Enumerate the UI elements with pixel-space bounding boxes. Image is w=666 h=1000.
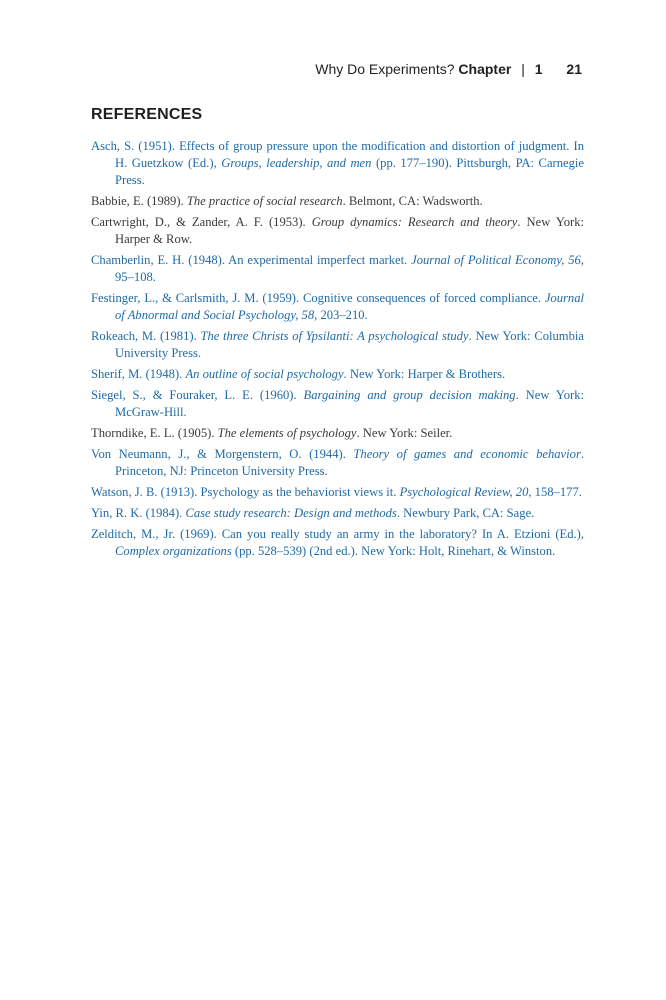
reference-title: An outline of social psychology [185, 367, 344, 381]
reference-title: Case study research: Design and methods [185, 506, 397, 520]
reference-list [91, 138, 584, 564]
reference-text: (pp. 177–190). Pittsburgh, PA: Carnegie Press. [115, 156, 584, 187]
reference-text: Thorndike, E. L. (1905). [91, 426, 218, 440]
reference-text: Babbie, E. (1989). [91, 194, 187, 208]
reference-title: Groups, leadership, and men [221, 156, 372, 170]
reference-title: Psychological Review, 20 [399, 485, 529, 499]
reference-title: Bargaining and group decision making [303, 388, 516, 402]
reference-text: Yin, R. K. (1984). [91, 506, 186, 520]
reference-text: Chamberlin, E. H. (1948). An experimental imperfect market. [91, 253, 412, 267]
reference-title: Journal of Abnormal and Social Psychology, 58 [115, 291, 584, 322]
reference-text: . New York: Harper & Brothers. [343, 367, 506, 381]
reference-text: . New York: McGraw-Hill. [115, 388, 584, 419]
reference-item [91, 193, 584, 210]
reference-text: . New York: Seiler. [356, 426, 453, 440]
references-heading: REFERENCES [91, 106, 203, 123]
reference-text: Asch, S. (1951). Effects of group pressure upon the modification and distortion of judgment. In H. Guetzkow (Ed.), [91, 139, 584, 170]
reference-title: Theory of games and economic behavior [353, 447, 581, 461]
reference-text: . Belmont, CA: Wadsworth. [342, 194, 483, 208]
reference-text: , 95–108. [115, 253, 584, 284]
reference-item[interactable] [91, 290, 584, 324]
reference-text: Von Neumann, J., & Morgenstern, O. (1944). [91, 447, 354, 461]
reference-item [91, 214, 584, 248]
reference-title: Complex organizations [115, 544, 232, 558]
reference-text: Watson, J. B. (1913). Psychology as the behaviorist views it. [91, 485, 400, 499]
running-title: Why Do Experiments? [315, 61, 455, 77]
reference-title: The elements of psychology [217, 426, 357, 440]
chapter-number: 1 [534, 61, 543, 77]
running-header [315, 61, 582, 77]
reference-text: Festinger, L., & Carlsmith, J. M. (1959). Cognitive consequences of forced compliance. [91, 291, 545, 305]
reference-text: Zelditch, M., Jr. (1969). Can you really study an army in the laboratory? In A. Etzioni (Ed.), [91, 527, 584, 541]
header-separator: | [521, 61, 525, 77]
reference-text: Sherif, M. (1948). [91, 367, 186, 381]
reference-text: , 203–210. [314, 308, 368, 322]
reference-item[interactable] [91, 366, 584, 383]
reference-text: . Newbury Park, CA: Sage. [396, 506, 535, 520]
reference-item[interactable] [91, 505, 584, 522]
reference-text: . New York: Columbia University Press. [115, 329, 584, 360]
reference-item[interactable] [91, 446, 584, 480]
reference-text: Cartwright, D., & Zander, A. F. (1953). [91, 215, 312, 229]
reference-title: The three Christs of Ypsilanti: A psychological study [200, 329, 469, 343]
reference-text: . Princeton, NJ: Princeton University Press. [115, 447, 585, 478]
page-number: 21 [566, 61, 582, 77]
reference-item[interactable] [91, 484, 584, 501]
reference-title: Group dynamics: Research and theory [311, 215, 518, 229]
reference-item[interactable] [91, 138, 584, 189]
reference-text: Rokeach, M. (1981). [91, 329, 201, 343]
reference-item[interactable] [91, 526, 584, 560]
reference-text: , 158–177. [528, 485, 582, 499]
reference-text: Siegel, S., & Fouraker, L. E. (1960). [91, 388, 304, 402]
reference-text: (pp. 528–539) (2nd ed.). New York: Holt, Rinehart, & Winston. [231, 544, 556, 558]
reference-title: The practice of social research [186, 194, 343, 208]
reference-item[interactable] [91, 252, 584, 286]
reference-item [91, 425, 584, 442]
reference-item[interactable] [91, 387, 584, 421]
reference-title: Journal of Political Economy, 56 [411, 253, 581, 267]
chapter-label: Chapter [458, 61, 512, 77]
reference-text: . New York: Harper & Row. [115, 215, 584, 246]
reference-item[interactable] [91, 328, 584, 362]
